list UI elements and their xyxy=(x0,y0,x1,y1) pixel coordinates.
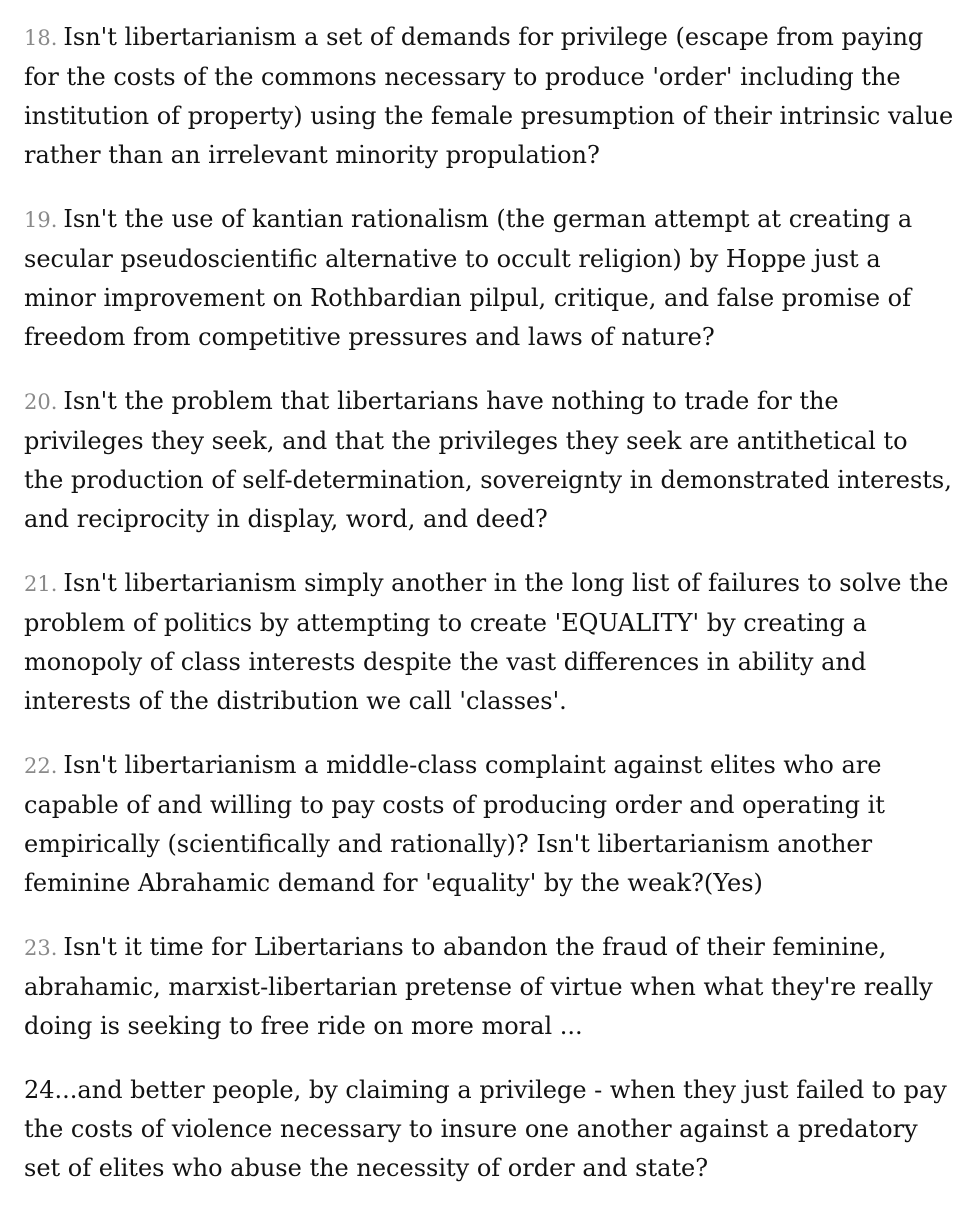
item-text: Isn't the problem that libertarians have nothing to trade for the privileges they seek, and that the privileges they seek are antithetical to the production of self-determination, sovereignty in demonstrated interests, and reciprocity in display, word, and deed? xyxy=(24,387,952,533)
list-item xyxy=(24,564,954,721)
item-number: 19. xyxy=(24,208,58,232)
list-item xyxy=(24,746,954,903)
item-text: Isn't it time for Libertarians to abandon the fraud of their feminine, abrahamic, marxist-libertarian pretense of virtue when what they're really doing is seeking to free ride on more moral ... xyxy=(24,933,933,1040)
item-number: 18. xyxy=(24,26,58,50)
item-number: 20. xyxy=(24,390,58,414)
item-number: 23. xyxy=(24,936,58,960)
list-item xyxy=(24,1071,954,1188)
list-item xyxy=(24,200,954,357)
item-text: Isn't libertarianism a set of demands for privilege (escape from paying for the costs of the commons necessary to produce 'order' including the institution of property) using the female presumption of their intrinsic value rather than an irrelevant minority propulation? xyxy=(24,23,954,169)
document-body xyxy=(24,18,954,1213)
list-item xyxy=(24,382,954,539)
item-text: Isn't libertarianism simply another in the long list of failures to solve the problem of politics by attempting to create 'EQUALITY' by creating a monopoly of class interests despite the vast differences in ability and interests of the distribution we call 'classes'. xyxy=(24,569,949,715)
item-text: Isn't libertarianism a middle-class complaint against elites who are capable of and willing to pay costs of producing order and operating it empirically (scientifically and rationally)? Isn't libertarianism another feminine Abrahamic demand for 'equality' by the weak?(Yes) xyxy=(24,751,885,897)
item-number: 21. xyxy=(24,572,58,596)
item-text: 24...and better people, by claiming a privilege - when they just failed to pay the costs of violence necessary to insure one another against a predatory set of elites who abuse the necessity of order and state? xyxy=(24,1076,947,1182)
list-item xyxy=(24,928,954,1046)
list-item xyxy=(24,18,954,175)
item-text: Isn't the use of kantian rationalism (the german attempt at creating a secular pseudoscientific alternative to occult religion) by Hoppe just a minor improvement on Rothbardian pilpul, critique, and false promise of freedom from competitive pressures and laws of nature? xyxy=(24,205,913,351)
item-number: 22. xyxy=(24,754,58,778)
